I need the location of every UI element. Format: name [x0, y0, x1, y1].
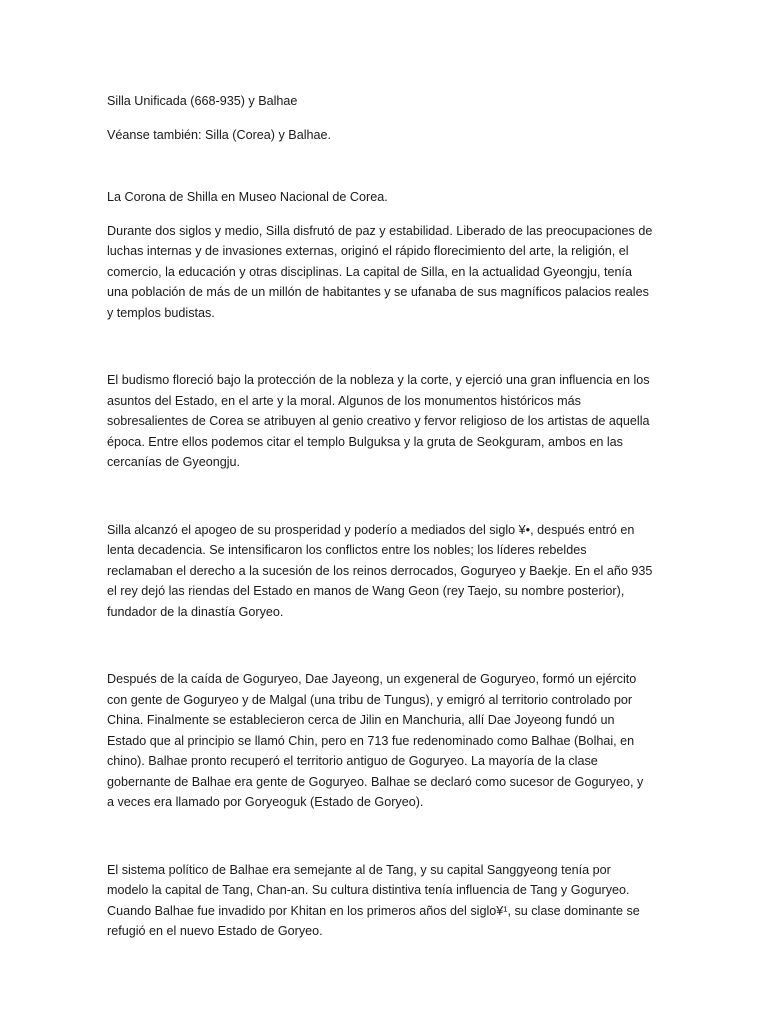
document-title: Silla Unificada (668-935) y Balhae	[107, 94, 298, 108]
paragraph-4: Después de la caída de Goguryeo, Dae Jayeong, un exgeneral de Goguryeo, formó un ejército con gente de Goguryeo y de Malgal (una tribu de Tungus), y emigró al territorio controlado por China. Finalmente se establecieron cerca de Jilin en Manchuria, allí Dae Joyeong fundó un Estado que al principio se llamó Chin, pero en 713 fue redenominado como Balhae (Bolhai, en chino). Balhae pronto recuperó el territorio antiguo de Goguryeo. La mayoría de la clase gobernante de Balhae era gente de Goguryeo. Balhae se declaró como sucesor de Goguryeo, y a veces era llamado por Goryeoguk (Estado de Goryeo).	[107, 672, 644, 809]
paragraph-1: Durante dos siglos y medio, Silla disfrutó de paz y estabilidad. Liberado de las preocupaciones de luchas internas y de invasiones externas, originó el rápido florecimiento del arte, la religión, el comercio, la educación y otras disciplinas. La capital de Silla, en la actualidad Gyeongju, tenía una población de más de un millón de habitantes y se ufanaba de sus magníficos palacios reales y templos budistas.	[107, 223, 653, 320]
document-body	[107, 91, 653, 942]
see-also-note: Véanse también: Silla (Corea) y Balhae.	[107, 127, 332, 142]
image-caption: La Corona de Shilla en Museo Nacional de Corea.	[107, 190, 388, 204]
paragraph-3: Silla alcanzó el apogeo de su prosperidad y poderío a mediados del siglo ¥•, después entró en lenta decadencia. Se intensificaron los conflictos entre los nobles; los líderes rebeldes reclamaban el derecho a la sucesión de los reinos derrocados, Goguryeo y Baekje. En el año 935 el rey dejó las riendas del Estado en manos de Wang Geon (rey Taejo, su nombre posterior), fundador de la dinastía Goryeo.	[107, 522, 653, 619]
paragraph-5: El sistema político de Balhae era semejante al de Tang, y su capital Sanggyeong tenía por modelo la capital de Tang, Chan-an. Su cultura distintiva tenía influencia de Tang y Goguryeo. Cuando Balhae fue invadido por Khitan en los primeros años del siglo¥¹, su clase dominante se refugió en el nuevo Estado de Goryeo.	[107, 862, 640, 938]
paragraph-2: El budismo floreció bajo la protección de la nobleza y la corte, y ejerció una gran influencia en los asuntos del Estado, en el arte y la moral. Algunos de los monumentos históricos más sobresalientes de Corea se atribuyen al genio creativo y fervor religioso de los artistas de aquella época. Entre ellos podemos citar el templo Bulguksa y la gruta de Seokguram, ambos en las cercanías de Gyeongju.	[107, 373, 650, 469]
